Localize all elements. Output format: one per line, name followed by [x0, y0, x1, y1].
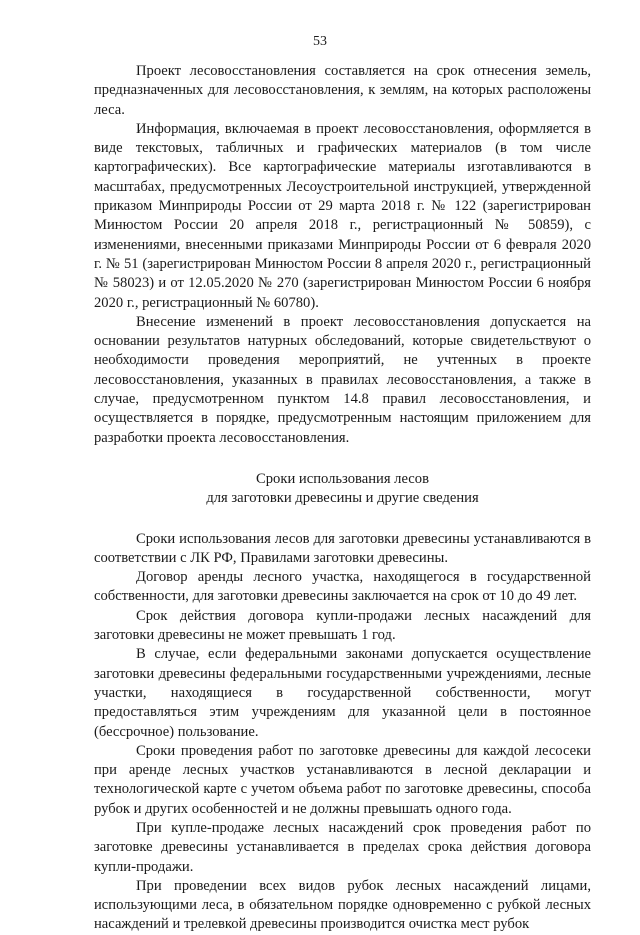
paragraph: Внесение изменений в проект лесовосстановления допускается на основании результатов натурных обследований, которые свидетельствуют о необходимости проведения мероприятий, не учтенных в проекте лесовосстановления, указанных в правилах лесовосстановления, а также в случае, предусмотренном пунктом 14.8 правил лесовосстановления, и осуществляется в порядке, предусмотренным настоящим приложением для разработки проекта лесовосстановления.: [94, 313, 591, 446]
paragraph: При проведении всех видов рубок лесных насаждений лицами, использующими леса, в обязательном порядке одновременно с рубкой лесных насаждений и трелевкой древесины производится очистка мест рубок: [94, 877, 591, 933]
document-body: [94, 62, 591, 935]
paragraph: При купле-продаже лесных насаждений срок проведения работ по заготовке древесины устанавливается в пределах срока действия договора купли-продажи.: [94, 819, 591, 875]
section-heading: [94, 470, 591, 509]
paragraph: В случае, если федеральными законами допускается осуществление заготовки древесины федеральными государственными учреждениями, лесные участки, находящиеся в государственной собственности, могут предоставляться этим учреждениям для указанной цели в постоянное (бессрочное) пользование.: [94, 646, 591, 740]
section-heading-line-2: для заготовки древесины и другие сведения: [206, 490, 479, 507]
paragraph: Информация, включаемая в проект лесовосстановления, оформляется в виде текстовых, табличных и графических материалов (в том числе картографических). Все картографические материалы изготавливаются в масштабах, предусмотренных Лесоустроительной инструкцией, утвержденной приказом Минприроды России от 29 марта 2018 г. № 122 (зарегистрирован Минюстом России 20 апреля 2018 г., регистрационный № 50859), с изменениями, внесенными приказами Минприроды России от 6 февраля 2020 г. № 51 (зарегистрирован Минюстом России 8 апреля 2020 г., регистрационный № 58023) и от 12.05.2020 № 270 (зарегистрирован Минюстом России 6 ноября 2020 г., регистрационный № 60780).: [94, 120, 591, 311]
section-heading-line-1: Сроки использования лесов: [256, 470, 429, 487]
paragraph: Договор аренды лесного участка, находящегося в государственной собственности, для заготовки древесины заключается на срок от 10 до 49 лет.: [94, 569, 591, 605]
paragraph: Проект лесовосстановления составляется на срок отнесения земель, предназначенных для лесовосстановления, к землям, на которых расположены леса.: [94, 63, 591, 118]
paragraph: Срок действия договора купли-продажи лесных насаждений для заготовки древесины не может превышать 1 год.: [94, 607, 591, 644]
paragraph: Сроки проведения работ по заготовке древесины для каждой лесосеки при аренде лесных участков устанавливаются в лесной декларации и технологической карте с учетом объема работ по заготовке древесины, способа рубок и других особенностей и не должны превышать одного года.: [94, 742, 591, 817]
page-number: 53: [313, 34, 327, 49]
paragraph: Сроки использования лесов для заготовки древесины устанавливаются в соответствии с ЛК РФ, Правилами заготовки древесины.: [94, 530, 591, 566]
